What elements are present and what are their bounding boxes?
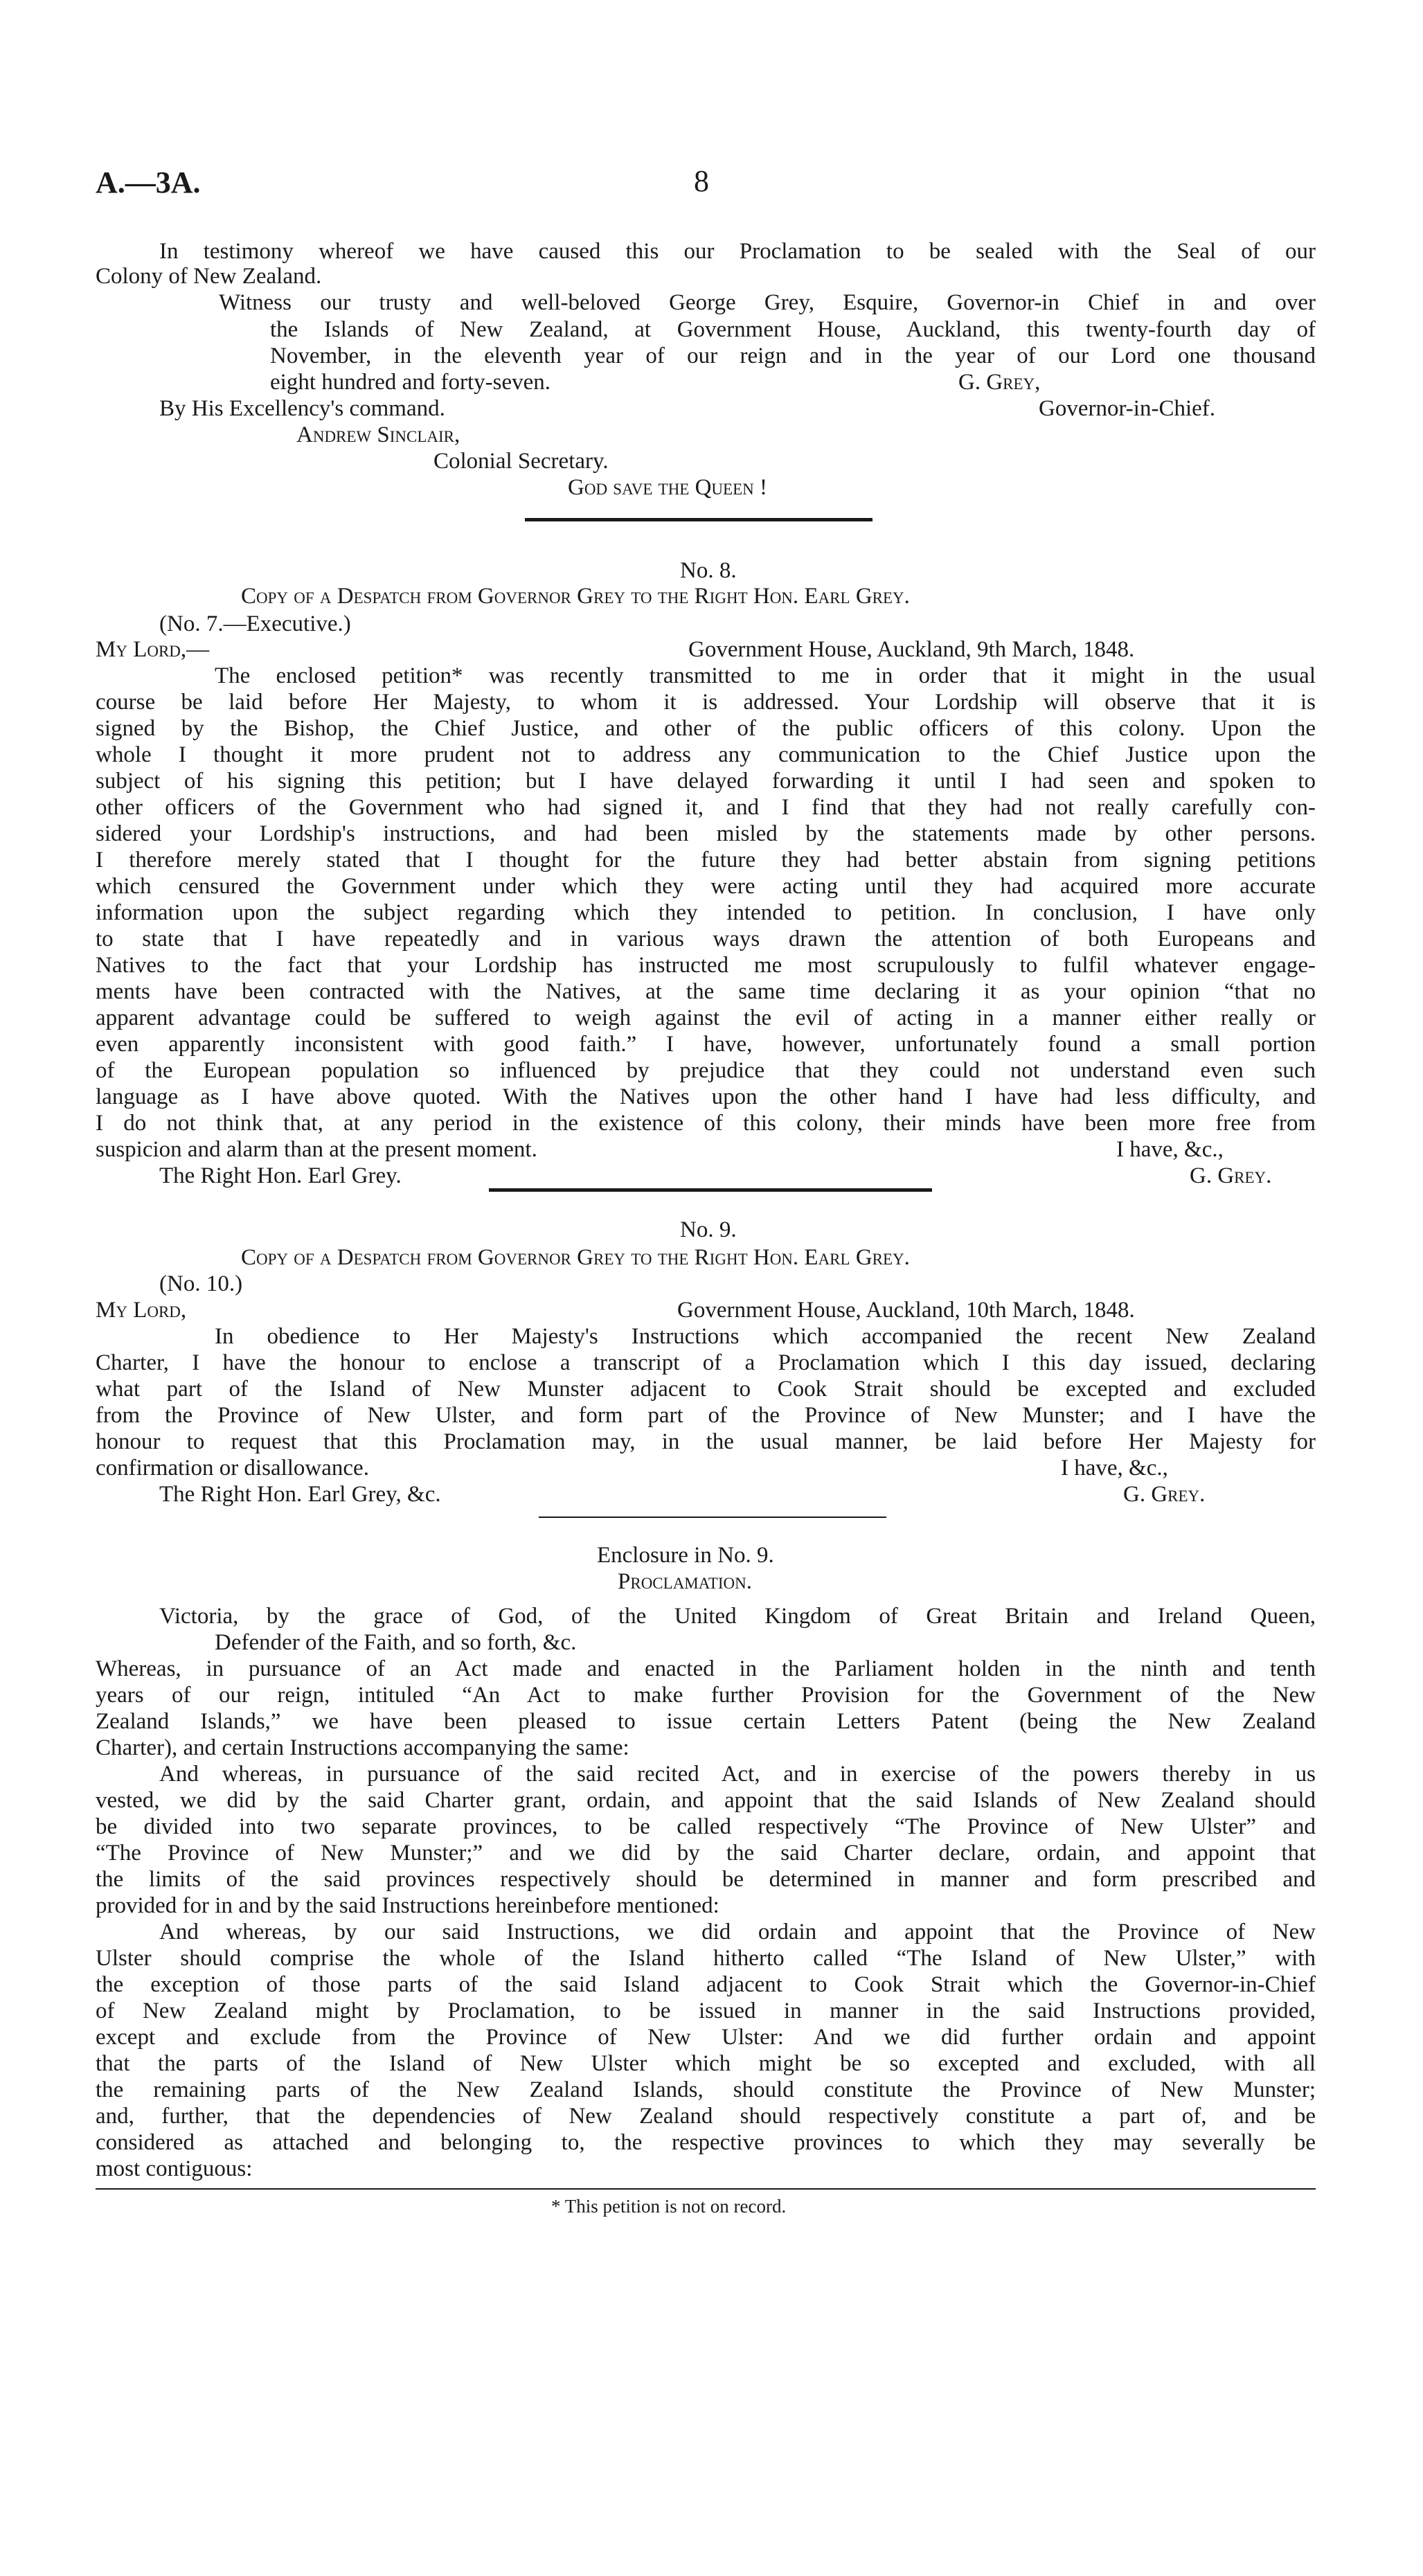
footnote: * This petition is not on record. — [551, 2196, 787, 2217]
proclamation-body-line: of New Zealand might by Proclamation, to be issued in manner in the said Instructions provided, — [96, 1998, 1316, 2023]
despatch-8-body-line: course be laid before Her Majesty, to whom it is addressed. Your Lordship will observe that it is — [96, 690, 1316, 715]
despatch-8-body-line: ments have been contracted with the Natives, at the same time declaring it as your opinion “that no — [96, 979, 1316, 1004]
despatch-8-reference: (No. 7.—Executive.) — [159, 611, 351, 636]
proclamation-body-line: provided for in and by the said Instructions hereinbefore mentioned: — [96, 1893, 719, 1918]
despatch-9-signature: G. Grey. — [1123, 1482, 1206, 1507]
despatch-9-addressee: The Right Hon. Earl Grey, &c. — [159, 1482, 441, 1507]
victoria-line-2: Defender of the Faith, and so forth, &c. — [215, 1630, 577, 1655]
despatch-8-body-line: I do not think that, at any period in the existence of this colony, their minds have been more free from — [96, 1111, 1316, 1136]
despatch-8-body-line: subject of his signing this petition; but I have delayed forwarding it until I had seen and spoken to — [96, 769, 1316, 794]
page-number: 8 — [694, 164, 709, 198]
witness-line-1: Witness our trusty and well-beloved George Grey, Esquire, Governor-in Chief in and over — [219, 290, 1316, 315]
despatch-8-body-line: of the European population so influenced by prejudice that they could not understand even such — [96, 1058, 1316, 1083]
despatch-9-title: Copy of a Despatch from Governor Grey to the Right Hon. Earl Grey. — [241, 1245, 910, 1270]
proclamation-body-line: the remaining parts of the New Zealand Islands, should constitute the Province of New Munster; — [96, 2077, 1316, 2102]
proclamation-body-line: And whereas, by our said Instructions, we did ordain and appoint that the Province of New — [159, 1920, 1316, 1944]
despatch-9-place-date: Government House, Auckland, 10th March, 1848. — [677, 1298, 1135, 1323]
victoria-line-1: Victoria, by the grace of God, of the United Kingdom of Great Britain and Ireland Queen, — [159, 1604, 1316, 1629]
despatch-8-place-date: Government House, Auckland, 9th March, 1848. — [688, 637, 1135, 662]
proclamation-body-line: the exception of those parts of the said Island adjacent to Cook Strait which the Governor-in-Chief — [96, 1972, 1316, 1997]
despatch-8-body-line: The enclosed petition* was recently transmitted to me in order that it might in the usual — [215, 663, 1316, 688]
signature-sinclair: Andrew Sinclair, — [296, 422, 460, 447]
despatch-9-body-line: In obedience to Her Majesty's Instructions which accompanied the recent New Zealand — [215, 1324, 1316, 1349]
despatch-8-body-line: which censured the Government under which they were acting until they had acquired more accurate — [96, 874, 1316, 899]
section-rule — [525, 518, 872, 521]
signature-grey: G. Grey, — [958, 370, 1041, 395]
proclamation-body-line: “The Province of New Munster;” and we did by the said Charter declare, ordain, and appoint that — [96, 1841, 1316, 1866]
despatch-8-body-line: apparent advantage could be suffered to weigh against the evil of acting in a manner either really or — [96, 1005, 1316, 1030]
testimony-line-2: Colony of New Zealand. — [96, 264, 322, 289]
despatch-9-closing: I have, &c., — [1061, 1456, 1168, 1481]
despatch-9-salutation: My Lord, — [96, 1298, 187, 1323]
witness-line-3: November, in the eleventh year of our reign and in the year of our Lord one thousand — [270, 343, 1316, 368]
despatch-9-reference: (No. 10.) — [159, 1271, 243, 1296]
despatch-8-body-line: Natives to the fact that your Lordship has instructed me most scrupulously to fulfil whatever engage- — [96, 953, 1316, 978]
despatch-8-body-last-line: suspicion and alarm than at the present moment. — [96, 1137, 537, 1162]
witness-line-4: eight hundred and forty-seven. — [270, 370, 551, 395]
proclamation-body-line: vested, we did by the said Charter grant, ordain, and appoint that the said Islands of New Zealand should — [96, 1788, 1316, 1813]
section-rule — [539, 1517, 886, 1518]
testimony-line-1: In testimony whereof we have caused this our Proclamation to be sealed with the Seal of our — [159, 239, 1316, 264]
witness-line-2: the Islands of New Zealand, at Government House, Auckland, this twenty-fourth day of — [270, 317, 1316, 342]
despatch-8-addressee: The Right Hon. Earl Grey. — [159, 1163, 402, 1188]
despatch-8-number: No. 8. — [680, 558, 737, 583]
despatch-8-body-line: sidered your Lordship's instructions, and had been misled by the statements made by other persons. — [96, 821, 1316, 846]
despatch-9-body-last-line: confirmation or disallowance. — [96, 1456, 369, 1481]
page-reference: A.—3A. — [96, 166, 201, 199]
proclamation-body-line: that the parts of the Island of New Ulster which might be so excepted and excluded, with all — [96, 2051, 1316, 2076]
despatch-8-body-line: to state that I have repeatedly and in various ways drawn the attention of both Europeans and — [96, 927, 1316, 951]
proclamation-body-line: considered as attached and belonging to, the respective provinces to which they may severally be — [96, 2130, 1316, 2155]
proclamation-body-line: Ulster should comprise the whole of the Island hitherto called “The Island of New Ulster,” with — [96, 1946, 1316, 1971]
proclamation-body-line: Zealand Islands,” we have been pleased to issue certain Letters Patent (being the New Zealand — [96, 1709, 1316, 1734]
enclosure-subtitle: Proclamation. — [618, 1569, 752, 1594]
proclamation-body-line: Charter), and certain Instructions accompanying the same: — [96, 1735, 629, 1760]
section-rule — [489, 1188, 932, 1192]
despatch-9-body-line: from the Province of New Ulster, and form part of the Province of New Munster; and I have the — [96, 1403, 1316, 1428]
despatch-8-salutation: My Lord,— — [96, 637, 210, 662]
despatch-8-body-line: even apparently inconsistent with good faith.” I have, however, unfortunately found a small portion — [96, 1032, 1316, 1057]
proclamation-body-line: Whereas, in pursuance of an Act made and enacted in the Parliament holden in the ninth and tenth — [96, 1656, 1316, 1681]
proclamation-body-line: most contiguous: — [96, 2156, 253, 2181]
despatch-8-body-line: I therefore merely stated that I thought for the future they had better abstain from signing petitions — [96, 848, 1316, 873]
despatch-8-signature: G. Grey. — [1190, 1163, 1272, 1188]
colonial-secretary-label: Colonial Secretary. — [433, 449, 609, 474]
despatch-8-body-line: whole I thought it more prudent not to address any communication to the Chief Justice upon the — [96, 742, 1316, 767]
despatch-9-body-line: what part of the Island of New Munster adjacent to Cook Strait should be excepted and excluded — [96, 1377, 1316, 1402]
despatch-8-closing: I have, &c., — [1116, 1137, 1224, 1162]
proclamation-body-line: And whereas, in pursuance of the said recited Act, and in exercise of the powers thereby in us — [159, 1762, 1316, 1787]
despatch-8-body-line: language as I have above quoted. With the Natives upon the other hand I have had less difficulty, and — [96, 1084, 1316, 1109]
despatch-8-body-line: signed by the Bishop, the Chief Justice, and other of the public officers of this colony. Upon the — [96, 716, 1316, 741]
despatch-9-number: No. 9. — [680, 1217, 737, 1242]
by-command-line: By His Excellency's command. — [159, 396, 445, 421]
despatch-8-title: Copy of a Despatch from Governor Grey to the Right Hon. Earl Grey. — [241, 584, 910, 609]
enclosure-title: Enclosure in No. 9. — [597, 1543, 774, 1568]
god-save-the-queen: God save the Queen ! — [568, 475, 767, 500]
despatch-8-body-line: information upon the subject regarding which they intended to petition. In conclusion, I have only — [96, 900, 1316, 925]
proclamation-body-line: except and exclude from the Province of New Ulster: And we did further ordain and appoint — [96, 2025, 1316, 2050]
footnote-rule — [96, 2188, 1316, 2190]
despatch-9-body-line: honour to request that this Proclamation may, in the usual manner, be laid before Her Majesty for — [96, 1429, 1316, 1454]
despatch-8-body-line: other officers of the Government who had signed it, and I find that they had not really carefully con- — [96, 795, 1316, 820]
despatch-9-body-line: Charter, I have the honour to enclose a transcript of a Proclamation which I this day issued, declaring — [96, 1350, 1316, 1375]
proclamation-body-line: the limits of the said provinces respectively should be determined in manner and form prescribed and — [96, 1867, 1316, 1892]
governor-in-chief-label: Governor-in-Chief. — [1039, 396, 1216, 421]
proclamation-body-line: and, further, that the dependencies of New Zealand should respectively constitute a part of, and be — [96, 2104, 1316, 2129]
proclamation-body-line: years of our reign, intituled “An Act to make further Provision for the Government of the New — [96, 1683, 1316, 1708]
proclamation-body-line: be divided into two separate provinces, to be called respectively “The Province of New Ulster” and — [96, 1814, 1316, 1839]
